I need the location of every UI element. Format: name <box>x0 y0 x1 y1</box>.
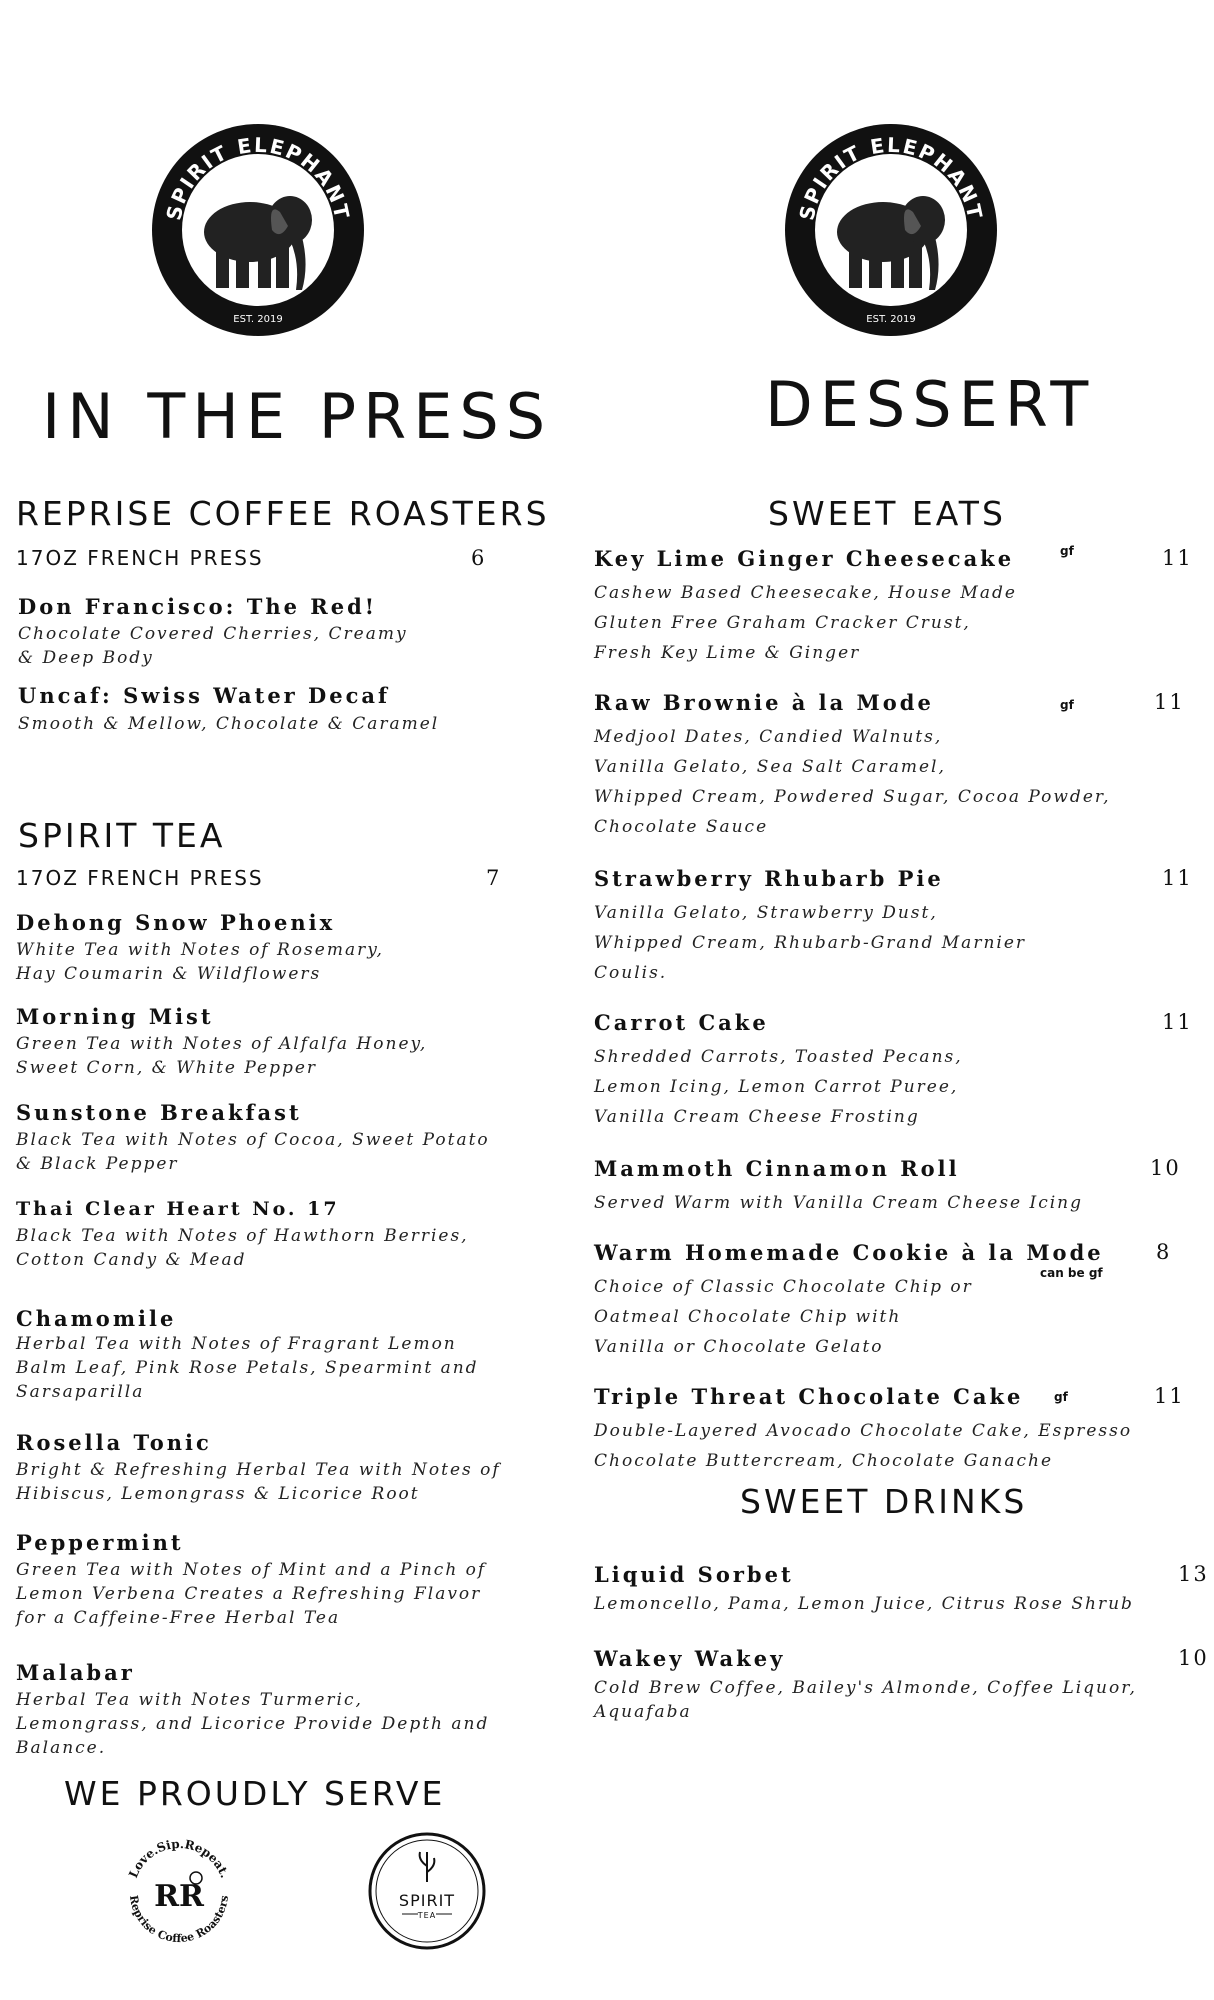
item-name: Thai Clear Heart No. 17 <box>16 1198 340 1220</box>
item-desc: Served Warm with Vanilla Cream Cheese Icing <box>594 1193 1084 1213</box>
item-name: Chamomile <box>16 1306 177 1331</box>
item-desc: Cashew Based Cheesecake, House Made Gluten Free Graham Cracker Crust, Fresh Key Lime & Ginger <box>594 583 1017 663</box>
item-price: 11 <box>1162 546 1193 570</box>
svg-text:Love.Sip.Repeat. <box>126 1837 232 1880</box>
item-desc: Double-Layered Avocado Chocolate Cake, Espresso Chocolate Buttercream, Chocolate Ganache <box>594 1421 1133 1471</box>
item-name: Warm Homemade Cookie à la Mode <box>594 1240 1104 1265</box>
reprise-logo-bottom-text: Reprise Coffee Roasters <box>126 1894 231 1946</box>
item-desc: Herbal Tea with Notes of Fragrant Lemon Balm Leaf, Pink Rose Petals, Spearmint and Sarsaparilla <box>16 1334 479 1402</box>
tea-size: 17OZ FRENCH PRESS <box>16 866 264 890</box>
item-price: 13 <box>1178 1562 1209 1586</box>
item-name: Morning Mist <box>16 1004 214 1029</box>
item-desc: Green Tea with Notes of Alfalfa Honey, Sweet Corn, & White Pepper <box>16 1034 428 1078</box>
logo-arc-text: SPIRIT ELEPHANT <box>161 132 355 223</box>
can-be-gf-tag: can be gf <box>1040 1266 1103 1280</box>
spirit-logo-sub: TEA <box>417 1911 437 1920</box>
item-name: Rosella Tonic <box>16 1430 212 1455</box>
logo-arc-text: SPIRIT ELEPHANT <box>794 132 988 223</box>
item-price: 10 <box>1178 1646 1209 1670</box>
spirit-elephant-logo-left <box>150 122 366 338</box>
spirit-tea-logo <box>366 1830 488 1952</box>
item-desc: Chocolate Covered Cherries, Creamy & Deep Body <box>18 624 408 668</box>
item-name: Triple Threat Chocolate Cake <box>594 1384 1024 1409</box>
item-name: Carrot Cake <box>594 1010 769 1035</box>
item-desc: Choice of Classic Chocolate Chip or Oatmeal Chocolate Chip with Vanilla or Chocolate Gelato <box>594 1277 973 1357</box>
item-price: 11 <box>1154 1384 1185 1408</box>
item-desc: Green Tea with Notes of Mint and a Pinch of Lemon Verbena Creates a Refreshing Flavor for a Caffeine-Free Herbal Tea <box>16 1560 487 1628</box>
section-title-sweet-eats: SWEET EATS <box>768 494 1006 533</box>
section-title-we-proudly-serve: WE PROUDLY SERVE <box>64 1774 446 1813</box>
logo-est-text: EST. 2019 <box>866 314 916 325</box>
item-name: Peppermint <box>16 1530 184 1555</box>
spirit-elephant-logo-right <box>783 122 999 338</box>
item-name: Strawberry Rhubarb Pie <box>594 866 944 891</box>
item-name: Wakey Wakey <box>594 1646 786 1671</box>
item-desc: Black Tea with Notes of Hawthorn Berries, Cotton Candy & Mead <box>16 1226 469 1270</box>
item-name: Malabar <box>16 1660 135 1685</box>
item-price: 10 <box>1150 1156 1181 1180</box>
item-desc: Bright & Refreshing Herbal Tea with Notes of Hibiscus, Lemongrass & Licorice Root <box>16 1460 501 1504</box>
item-name: Sunstone Breakfast <box>16 1100 302 1125</box>
page-title-dessert: DESSERT <box>765 368 1096 441</box>
reprise-logo-top-text: Love.Sip.Repeat. <box>126 1836 233 1880</box>
page-title-in-the-press: IN THE PRESS <box>42 380 553 453</box>
item-desc: Vanilla Gelato, Strawberry Dust, Whipped Cream, Rhubarb-Grand Marnier Coulis. <box>594 903 1027 983</box>
tea-price: 7 <box>486 866 502 890</box>
item-price: 11 <box>1162 866 1193 890</box>
item-price: 11 <box>1154 690 1185 714</box>
item-name: Uncaf: Swiss Water Decaf <box>18 683 391 708</box>
item-name: Raw Brownie à la Mode <box>594 690 934 715</box>
section-title-spirit-tea: SPIRIT TEA <box>18 816 226 855</box>
item-name: Dehong Snow Phoenix <box>16 910 336 935</box>
gf-tag: gf <box>1060 544 1074 558</box>
item-desc: Medjool Dates, Candied Walnuts, Vanilla Gelato, Sea Salt Caramel, Whipped Cream, Powdered Sugar, Cocoa Powder, Chocolate Sauce <box>594 727 1111 837</box>
item-name: Key Lime Ginger Cheesecake <box>594 546 1015 571</box>
item-desc: Black Tea with Notes of Cocoa, Sweet Potato & Black Pepper <box>16 1130 490 1174</box>
item-desc: Smooth & Mellow, Chocolate & Caramel <box>18 714 440 734</box>
section-title-sweet-drinks: SWEET DRINKS <box>740 1482 1028 1521</box>
logo-est-text: EST. 2019 <box>233 314 283 325</box>
section-title-reprise: REPRISE COFFEE ROASTERS <box>16 494 550 533</box>
item-desc: White Tea with Notes of Rosemary, Hay Coumarin & Wildflowers <box>16 940 384 984</box>
reprise-price: 6 <box>471 546 487 570</box>
reprise-coffee-logo <box>114 1828 244 1958</box>
reprise-size: 17OZ FRENCH PRESS <box>16 546 264 570</box>
item-desc: Lemoncello, Pama, Lemon Juice, Citrus Rose Shrub <box>594 1594 1134 1614</box>
gf-tag: gf <box>1060 698 1074 712</box>
gf-tag: gf <box>1054 1390 1068 1404</box>
item-desc: Shredded Carrots, Toasted Pecans, Lemon Icing, Lemon Carrot Puree, Vanilla Cream Cheese Frosting <box>594 1047 963 1127</box>
item-name: Don Francisco: The Red! <box>18 594 378 619</box>
item-desc: Herbal Tea with Notes Turmeric, Lemongrass, and Licorice Provide Depth and Balance. <box>16 1690 490 1758</box>
reprise-logo-mark: RR <box>154 1879 204 1914</box>
item-price: 11 <box>1162 1010 1193 1034</box>
spirit-logo-text: SPIRIT <box>398 1891 456 1910</box>
item-name: Liquid Sorbet <box>594 1562 794 1587</box>
item-name: Mammoth Cinnamon Roll <box>594 1156 960 1181</box>
item-desc: Cold Brew Coffee, Bailey's Almonde, Coffee Liquor, Aquafaba <box>594 1678 1137 1722</box>
item-price: 8 <box>1156 1240 1172 1264</box>
